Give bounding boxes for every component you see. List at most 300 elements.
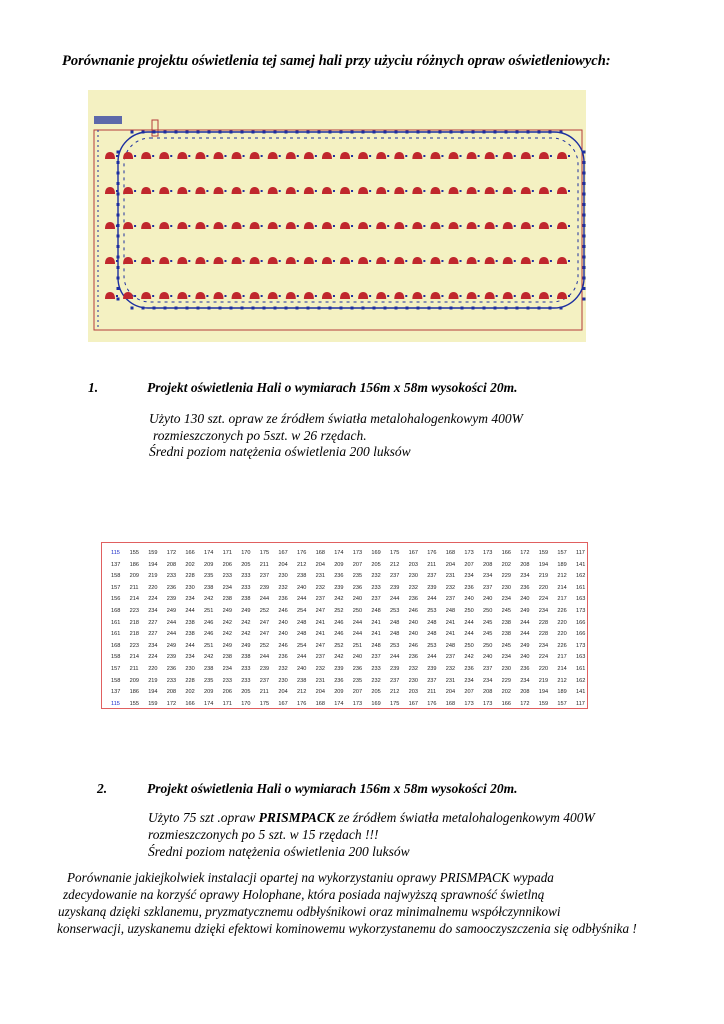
track-marker bbox=[279, 225, 281, 227]
track-marker bbox=[423, 295, 425, 297]
illuminance-value: 248 bbox=[445, 642, 456, 649]
illuminance-value: 220 bbox=[557, 619, 567, 626]
fixture-icon bbox=[286, 187, 296, 194]
illuminance-value: 249 bbox=[520, 642, 530, 649]
fixture-icon bbox=[322, 152, 332, 159]
illuminance-value: 246 bbox=[408, 642, 418, 649]
track-inner bbox=[124, 138, 578, 302]
illuminance-value: 242 bbox=[334, 654, 344, 661]
track-marker bbox=[243, 225, 245, 227]
track-marker bbox=[333, 225, 335, 227]
illuminance-value: 238 bbox=[501, 631, 511, 638]
illuminance-value: 233 bbox=[166, 677, 177, 684]
fixture-icon bbox=[412, 257, 422, 264]
illuminance-value: 234 bbox=[501, 654, 511, 661]
fixture-icon bbox=[394, 152, 404, 159]
illuminance-value: 214 bbox=[557, 666, 567, 672]
illuminance-value: 161 bbox=[576, 666, 586, 672]
track-node bbox=[208, 131, 211, 134]
track-marker bbox=[134, 260, 136, 262]
illuminance-value: 237 bbox=[427, 573, 437, 580]
illuminance-value: 220 bbox=[557, 631, 567, 638]
track-marker bbox=[224, 260, 226, 262]
track-marker bbox=[333, 260, 335, 262]
illuminance-value: 248 bbox=[371, 608, 381, 614]
track-node bbox=[549, 131, 552, 134]
illuminance-value: 209 bbox=[334, 689, 344, 696]
illuminance-value: 230 bbox=[278, 573, 288, 580]
illuminance-value: 237 bbox=[390, 677, 400, 684]
track-node bbox=[373, 307, 376, 310]
section-1-line-1: Użyto 130 szt. opraw ze źródłem światła metalohalogenkowym 400W bbox=[149, 411, 523, 426]
track-marker bbox=[369, 260, 371, 262]
illuminance-value: 166 bbox=[185, 700, 195, 707]
illuminance-value: 244 bbox=[185, 642, 195, 649]
track-marker bbox=[206, 155, 208, 157]
track-node bbox=[395, 131, 398, 134]
track-marker bbox=[134, 295, 136, 297]
track-marker bbox=[405, 295, 407, 297]
illuminance-value: 211 bbox=[259, 561, 269, 568]
illuminance-value: 246 bbox=[408, 608, 418, 614]
illuminance-value: 245 bbox=[483, 619, 493, 626]
illuminance-value: 242 bbox=[241, 631, 251, 638]
track-marker bbox=[206, 295, 208, 297]
illuminance-value: 230 bbox=[278, 677, 288, 684]
illuminance-value: 170 bbox=[241, 700, 251, 707]
fixture-icon bbox=[358, 187, 368, 194]
illuminance-value: 168 bbox=[315, 550, 325, 556]
track-marker bbox=[387, 155, 389, 157]
illuminance-grid bbox=[101, 542, 588, 709]
track-marker bbox=[532, 295, 534, 297]
track-marker bbox=[405, 260, 407, 262]
fixture-icon bbox=[304, 187, 314, 194]
illuminance-value: 242 bbox=[204, 654, 214, 661]
illuminance-value: 238 bbox=[501, 619, 511, 626]
illuminance-value: 244 bbox=[259, 654, 270, 661]
fixture-icon bbox=[250, 222, 260, 229]
fixture-icon bbox=[213, 152, 223, 159]
fixture-icon bbox=[430, 292, 440, 299]
fixture-icon bbox=[503, 292, 513, 299]
track-marker bbox=[170, 155, 172, 157]
illuminance-value: 162 bbox=[576, 677, 586, 684]
illuminance-value: 234 bbox=[222, 584, 232, 591]
illuminance-value: 172 bbox=[520, 700, 530, 707]
fixture-icon bbox=[304, 292, 314, 299]
illuminance-value: 234 bbox=[464, 677, 474, 684]
illuminance-value: 208 bbox=[483, 689, 493, 696]
track-node bbox=[472, 307, 475, 310]
track-marker bbox=[243, 295, 245, 297]
illuminance-value: 234 bbox=[538, 608, 549, 614]
illuminance-value: 246 bbox=[204, 631, 214, 638]
illuminance-value: 175 bbox=[259, 550, 270, 556]
fixture-icon bbox=[250, 257, 260, 264]
illuminance-value: 211 bbox=[259, 689, 269, 696]
illuminance-value: 202 bbox=[501, 689, 511, 696]
illuminance-value: 234 bbox=[520, 677, 530, 684]
track-node bbox=[117, 182, 120, 185]
track-node bbox=[274, 307, 277, 310]
illuminance-value: 219 bbox=[538, 573, 549, 580]
illuminance-value: 247 bbox=[315, 608, 325, 614]
illuminance-value: 173 bbox=[352, 700, 363, 707]
fixture-icon bbox=[268, 187, 278, 194]
illuminance-value: 231 bbox=[315, 677, 325, 684]
illuminance-value: 163 bbox=[576, 654, 586, 661]
illuminance-value: 205 bbox=[371, 689, 381, 696]
illuminance-value: 174 bbox=[204, 700, 214, 707]
fixture-icon bbox=[485, 152, 495, 159]
section-1-line-2: rozmieszczonych po 5szt. w 26 rzędach. bbox=[153, 428, 367, 443]
fixture-icon bbox=[467, 257, 477, 264]
illuminance-value: 206 bbox=[222, 561, 232, 568]
fixture-icon bbox=[322, 292, 332, 299]
fixture-icon bbox=[376, 187, 386, 194]
fixture-icon bbox=[286, 257, 296, 264]
illuminance-value: 157 bbox=[557, 550, 567, 556]
track-marker bbox=[568, 190, 570, 192]
fixture-icon bbox=[430, 222, 440, 229]
illuminance-value: 233 bbox=[222, 677, 232, 684]
track-marker bbox=[460, 155, 462, 157]
track-marker bbox=[297, 295, 299, 297]
track-node bbox=[285, 307, 288, 310]
track-marker bbox=[152, 225, 154, 227]
illuminance-value: 117 bbox=[576, 700, 585, 707]
track-node bbox=[219, 131, 222, 134]
illuminance-value: 155 bbox=[129, 550, 139, 556]
track-node bbox=[329, 131, 332, 134]
track-node bbox=[439, 131, 442, 134]
illuminance-value: 236 bbox=[352, 666, 363, 672]
track-node bbox=[142, 307, 145, 310]
track-marker bbox=[297, 190, 299, 192]
track-marker bbox=[441, 295, 443, 297]
track-marker bbox=[170, 190, 172, 192]
fixture-icon bbox=[376, 222, 386, 229]
illuminance-value: 238 bbox=[185, 631, 195, 638]
illuminance-value: 232 bbox=[445, 584, 456, 591]
illuminance-value: 238 bbox=[222, 654, 232, 661]
illuminance-value: 194 bbox=[148, 689, 158, 696]
illuminance-value: 223 bbox=[129, 642, 139, 649]
illuminance-value: 244 bbox=[427, 654, 437, 661]
illuminance-value: 202 bbox=[185, 689, 195, 696]
track-node bbox=[583, 214, 586, 217]
illuminance-value: 208 bbox=[520, 689, 530, 696]
illuminance-value: 236 bbox=[464, 666, 474, 672]
fixture-icon bbox=[376, 292, 386, 299]
section-2-line-1 bbox=[148, 809, 595, 826]
track-node bbox=[362, 131, 365, 134]
fixture-icon bbox=[394, 222, 404, 229]
section-2-line-1-post: ze źródłem światła metalohalogenkowym 400W bbox=[334, 810, 595, 825]
illuminance-value: 235 bbox=[204, 573, 214, 580]
illuminance-value: 234 bbox=[483, 573, 493, 580]
illuminance-value: 240 bbox=[278, 619, 288, 626]
fixture-icon bbox=[412, 187, 422, 194]
illuminance-value: 158 bbox=[111, 654, 121, 661]
illuminance-value: 248 bbox=[427, 631, 437, 638]
track-marker bbox=[550, 295, 552, 297]
track-node bbox=[230, 131, 233, 134]
fixture-icon bbox=[213, 292, 223, 299]
track-node bbox=[351, 307, 354, 310]
track-node bbox=[241, 131, 244, 134]
track-marker bbox=[261, 295, 263, 297]
illuminance-value: 209 bbox=[204, 561, 214, 568]
track-node bbox=[560, 131, 563, 134]
illuminance-value: 232 bbox=[278, 666, 288, 672]
fixture-icon bbox=[159, 292, 169, 299]
track-node bbox=[395, 307, 398, 310]
illuminance-value: 244 bbox=[520, 631, 530, 638]
track-marker bbox=[206, 260, 208, 262]
illuminance-value: 233 bbox=[166, 573, 177, 580]
track-marker bbox=[496, 295, 498, 297]
fixture-icon bbox=[268, 292, 278, 299]
illuminance-value: 240 bbox=[297, 666, 307, 672]
illuminance-value: 242 bbox=[222, 631, 232, 638]
illuminance-value: 249 bbox=[166, 642, 177, 649]
track-marker bbox=[369, 295, 371, 297]
fixture-icon bbox=[340, 222, 350, 229]
fixture-icon bbox=[467, 222, 477, 229]
illuminance-value: 232 bbox=[315, 584, 325, 591]
illuminance-value: 230 bbox=[501, 584, 511, 591]
track-marker bbox=[568, 155, 570, 157]
track-marker bbox=[315, 260, 317, 262]
illuminance-value: 117 bbox=[576, 550, 585, 556]
illuminance-value: 230 bbox=[501, 666, 511, 672]
fixture-icon bbox=[322, 257, 332, 264]
summary-line-2: zdecydowanie na korzyść oprawy Holophane, która posiada najwyższą sprawność świetlną bbox=[63, 887, 545, 902]
track-node bbox=[428, 307, 431, 310]
track-node bbox=[175, 131, 178, 134]
fixture-icon bbox=[412, 292, 422, 299]
illuminance-value: 240 bbox=[278, 631, 288, 638]
illuminance-value: 249 bbox=[241, 608, 251, 614]
track-marker bbox=[550, 225, 552, 227]
track-marker bbox=[333, 155, 335, 157]
illuminance-value: 176 bbox=[427, 550, 437, 556]
illuminance-value: 234 bbox=[185, 596, 195, 603]
fixture-icon bbox=[467, 187, 477, 194]
fixture-icon bbox=[449, 292, 459, 299]
illuminance-value: 239 bbox=[334, 584, 344, 591]
track-node bbox=[153, 307, 156, 310]
track-marker bbox=[532, 155, 534, 157]
fixture-icon bbox=[485, 222, 495, 229]
section-2-heading: Projekt oświetlenia Hali o wymiarach 156m x 58m wysokości 20m. bbox=[147, 781, 518, 796]
fixture-icon bbox=[503, 152, 513, 159]
track-marker bbox=[279, 295, 281, 297]
track-marker bbox=[170, 295, 172, 297]
track-node bbox=[428, 131, 431, 134]
illuminance-value: 176 bbox=[427, 700, 437, 707]
track-node bbox=[549, 307, 552, 310]
track-marker bbox=[568, 225, 570, 227]
track-marker bbox=[568, 260, 570, 262]
track-node bbox=[406, 307, 409, 310]
illuminance-value: 209 bbox=[129, 677, 139, 684]
track-marker bbox=[351, 225, 353, 227]
track-marker bbox=[441, 190, 443, 192]
fixture-icon bbox=[286, 292, 296, 299]
track-marker bbox=[188, 155, 190, 157]
illuminance-value: 241 bbox=[315, 619, 325, 626]
fixture-icon bbox=[159, 222, 169, 229]
track-marker bbox=[441, 225, 443, 227]
track-node bbox=[461, 307, 464, 310]
fixture-icon bbox=[141, 152, 151, 159]
track-marker bbox=[387, 295, 389, 297]
track-marker bbox=[261, 190, 263, 192]
track-marker bbox=[441, 155, 443, 157]
illuminance-value: 220 bbox=[538, 584, 549, 591]
illuminance-value: 235 bbox=[352, 677, 363, 684]
illuminance-value: 240 bbox=[408, 631, 418, 638]
track-marker bbox=[514, 190, 516, 192]
illuminance-value: 251 bbox=[204, 608, 214, 614]
track-node bbox=[538, 131, 541, 134]
track-marker bbox=[134, 155, 136, 157]
page-title: Porównanie projektu oświetlenia tej samej hali przy użyciu różnych opraw oświetleniowych: bbox=[62, 53, 611, 69]
track-marker bbox=[206, 190, 208, 192]
illuminance-value: 230 bbox=[408, 573, 418, 580]
illuminance-value: 244 bbox=[427, 596, 437, 603]
illuminance-value: 211 bbox=[129, 666, 139, 672]
track-marker bbox=[423, 260, 425, 262]
track-marker bbox=[315, 190, 317, 192]
hall-door bbox=[152, 120, 158, 136]
track-node bbox=[583, 277, 586, 280]
summary-line-4: konserwacji, uzyskanemu dzięki efektowi kominowemu wykorzystanemu do samooczyszczenia się odbłyśnika ! bbox=[57, 921, 637, 936]
illuminance-value: 166 bbox=[576, 631, 586, 638]
track-marker bbox=[224, 225, 226, 227]
fixture-icon bbox=[286, 222, 296, 229]
track-marker bbox=[351, 295, 353, 297]
track-marker bbox=[405, 225, 407, 227]
track-node bbox=[516, 131, 519, 134]
illuminance-value: 115 bbox=[111, 550, 120, 556]
illuminance-value: 167 bbox=[408, 700, 418, 707]
fixture-icon bbox=[159, 187, 169, 194]
fixture-icon bbox=[268, 257, 278, 264]
illuminance-value: 245 bbox=[501, 642, 511, 649]
track-node bbox=[583, 193, 586, 196]
track-node bbox=[117, 298, 120, 301]
fixture-icon bbox=[123, 187, 133, 194]
track-marker bbox=[478, 155, 480, 157]
illuminance-value: 233 bbox=[371, 584, 381, 591]
illuminance-value: 173 bbox=[464, 550, 474, 556]
track-node bbox=[583, 245, 586, 248]
illuminance-value: 159 bbox=[148, 550, 158, 556]
illuminance-value: 220 bbox=[538, 666, 549, 672]
illuminance-value: 240 bbox=[352, 596, 363, 603]
illuminance-value: 173 bbox=[576, 642, 586, 649]
track-node bbox=[583, 182, 586, 185]
illuminance-value: 218 bbox=[129, 631, 139, 638]
track-node bbox=[340, 131, 343, 134]
illuminance-value: 234 bbox=[464, 573, 474, 580]
illuminance-value: 228 bbox=[538, 631, 549, 638]
illuminance-value: 236 bbox=[334, 573, 344, 580]
illuminance-value: 157 bbox=[111, 584, 121, 591]
illuminance-value: 158 bbox=[111, 677, 121, 684]
illuminance-value: 241 bbox=[315, 631, 325, 638]
fixture-icon bbox=[503, 257, 513, 264]
fixture-icon bbox=[195, 152, 205, 159]
illuminance-value: 232 bbox=[408, 584, 418, 591]
fixture-icon bbox=[123, 222, 133, 229]
track-marker bbox=[243, 260, 245, 262]
illuminance-value: 168 bbox=[445, 700, 456, 707]
fixture-icon bbox=[250, 292, 260, 299]
track-marker bbox=[550, 260, 552, 262]
track-node bbox=[329, 307, 332, 310]
illuminance-value: 171 bbox=[222, 550, 232, 556]
track-marker bbox=[423, 190, 425, 192]
track-marker bbox=[478, 190, 480, 192]
illuminance-value: 251 bbox=[204, 642, 214, 649]
track-marker bbox=[224, 155, 226, 157]
track-node bbox=[142, 131, 145, 134]
track-marker bbox=[188, 295, 190, 297]
illuminance-value: 242 bbox=[464, 654, 474, 661]
illuminance-value: 249 bbox=[520, 608, 530, 614]
illuminance-value: 241 bbox=[371, 619, 381, 626]
track-marker bbox=[224, 190, 226, 192]
illuminance-value: 224 bbox=[538, 596, 549, 603]
track-node bbox=[527, 131, 530, 134]
track-node bbox=[384, 307, 387, 310]
track-node bbox=[505, 131, 508, 134]
illuminance-value: 238 bbox=[185, 619, 195, 626]
illuminance-value: 220 bbox=[148, 666, 158, 672]
illuminance-value: 229 bbox=[501, 573, 511, 580]
fixture-icon bbox=[232, 257, 242, 264]
illuminance-value: 244 bbox=[297, 654, 307, 661]
illuminance-value: 251 bbox=[352, 642, 363, 649]
illuminance-value: 247 bbox=[259, 619, 270, 626]
illuminance-value: 224 bbox=[148, 596, 158, 603]
track-node bbox=[505, 307, 508, 310]
track-marker bbox=[496, 225, 498, 227]
track-node bbox=[583, 151, 586, 154]
illuminance-value: 234 bbox=[185, 654, 195, 661]
fixture-icon bbox=[195, 222, 205, 229]
track-marker bbox=[496, 190, 498, 192]
illuminance-value: 176 bbox=[297, 700, 307, 707]
illuminance-value: 240 bbox=[464, 596, 474, 603]
illuminance-value: 207 bbox=[352, 689, 363, 696]
illuminance-value: 204 bbox=[278, 561, 288, 568]
track-marker bbox=[333, 190, 335, 192]
illuminance-value: 194 bbox=[148, 561, 158, 568]
section-1-number: 1. bbox=[88, 380, 99, 395]
illuminance-value: 173 bbox=[483, 700, 493, 707]
fixture-icon bbox=[412, 152, 422, 159]
track-marker bbox=[532, 225, 534, 227]
illuminance-value: 231 bbox=[445, 573, 456, 580]
illuminance-value: 239 bbox=[166, 596, 177, 603]
track-node bbox=[351, 131, 354, 134]
